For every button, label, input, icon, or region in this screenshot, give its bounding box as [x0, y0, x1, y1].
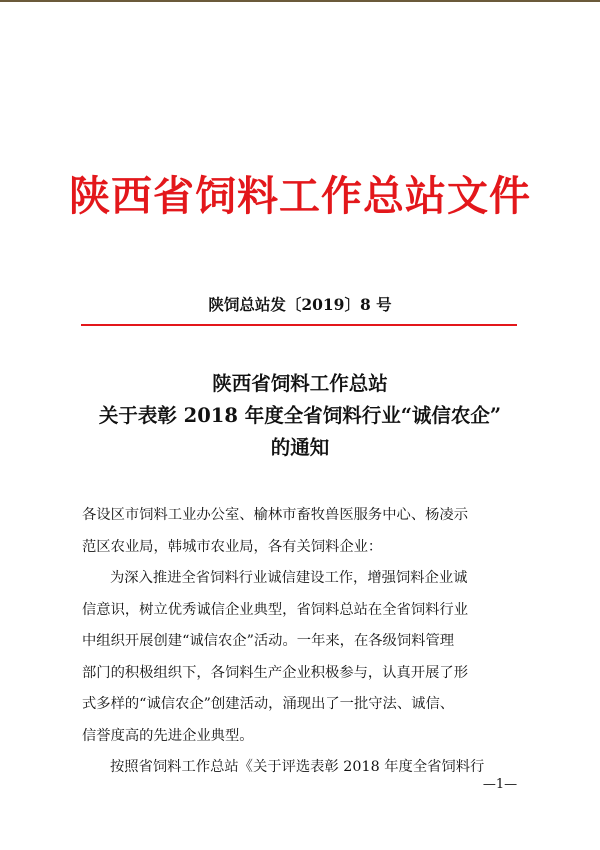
- notice-body: [82, 500, 522, 784]
- body-line: 信誉度高的先进企业典型。: [82, 727, 254, 744]
- body-line-paragraph-start: 按照省饲料工作总站《关于评选表彰 2018 年度全省饲料行: [110, 759, 485, 775]
- title-line: 关于表彰 2018 年度全省饲料行业“诚信农企”: [98, 404, 502, 427]
- body-line-salutation: 各设区市饲料工业办公室、榆林市畜牧兽医服务中心、杨凌示: [82, 507, 469, 523]
- notice-title: [0, 368, 600, 464]
- body-line: 部门的积极组织下，各饲料生产企业积极参与，认真开展了形: [82, 664, 469, 681]
- body-line: 中组织开展创建“诚信农企”活动。一年来，在各级饲料管理: [82, 633, 455, 649]
- body-line: 式多样的“诚信农企”创建活动，涌现出了一批守法、诚信、: [82, 696, 455, 712]
- title-line: 的通知: [270, 436, 330, 459]
- title-line: 陕西省饲料工作总站: [212, 372, 388, 395]
- page-number: —1—: [482, 777, 518, 792]
- body-line-salutation: 范区农业局，韩城市农业局，各有关饲料企业：: [82, 538, 383, 555]
- masthead-title: 陕西省饲料工作总站文件: [69, 172, 531, 220]
- body-line-paragraph-start: 为深入推进全省饲料行业诚信建设工作，增强饲料企业诚: [110, 570, 468, 586]
- document-number: 陕饲总站发〔2019〕8 号: [208, 295, 392, 314]
- top-border-line: [0, 0, 600, 2]
- red-separator-line: [81, 324, 517, 326]
- body-line: 信意识，树立优秀诚信企业典型，省饲料总站在全省饲料行业: [82, 601, 469, 618]
